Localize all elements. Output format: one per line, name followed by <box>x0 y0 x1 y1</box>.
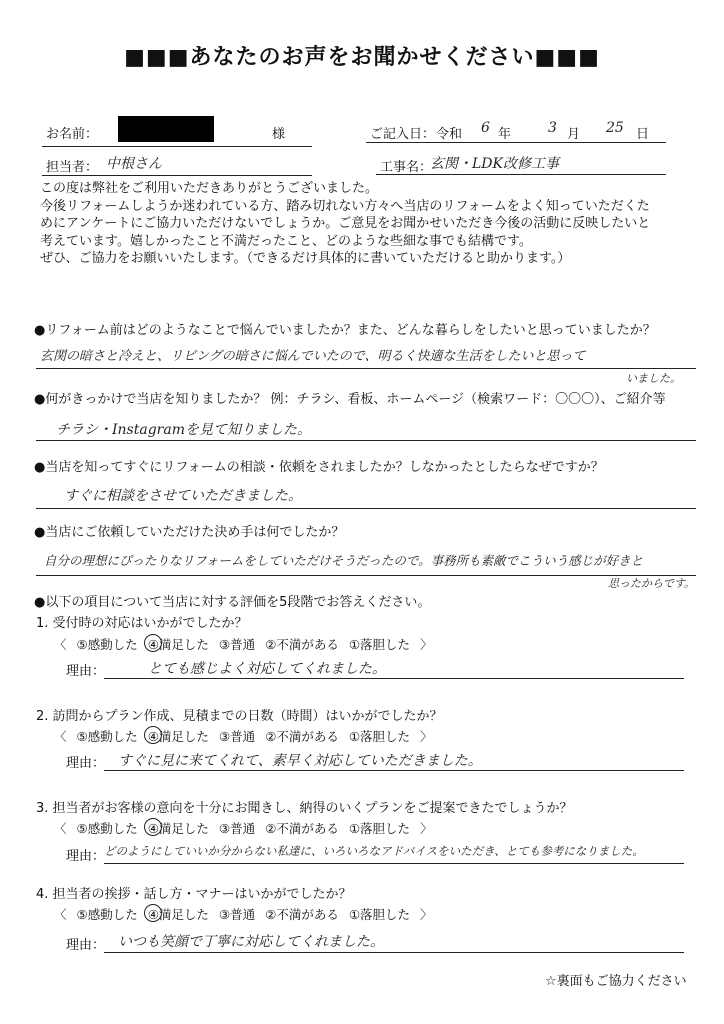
bracket-open: 〈 <box>54 907 67 922</box>
selected-circle-mark <box>144 904 162 922</box>
bracket-open: 〈 <box>54 821 67 836</box>
redacted-name <box>118 116 214 142</box>
reason-label: 理由： <box>66 664 106 679</box>
option-2[interactable]: ②不満がある <box>265 637 339 652</box>
intro-line: めにアンケートにご協力いただけないでしょうか。ご意見をお聞かせいただき今後の活動に反映したいと <box>40 216 651 231</box>
date-month-label: 月 <box>567 127 581 142</box>
q1-underline <box>36 368 696 369</box>
staff-value: 中根さん <box>106 156 162 172</box>
bracket-open: 〈 <box>54 729 67 744</box>
date-year-label: 年 <box>498 127 512 142</box>
q1-answer: 玄関の暗さと冷えと、リビングの暗さに悩んでいたので、明るく快適な生活をしたいと思って <box>40 349 586 364</box>
q2-underline <box>36 440 696 441</box>
rating-intro: ●以下の項目について当店に対する評価を5段階でお答えください。 <box>34 595 431 610</box>
rating1-question: 1. 受付時の対応はいかがでしたか？ <box>36 616 248 631</box>
selected-circle-mark <box>144 634 162 652</box>
q4-answer: 自分の理想にぴったりなリフォームをしていただけそうだったので。事務所も素敵でこういう感じが好きと <box>44 553 644 568</box>
bracket-close: 〉 <box>420 821 433 836</box>
date-underline <box>366 142 666 143</box>
q2-answer: チラシ・Instagramを見て知りました。 <box>56 422 311 438</box>
reason-label: 理由： <box>66 938 106 953</box>
q4-question: ●当店にご依頼していただけた決め手は何でしたか？ <box>34 525 345 540</box>
bracket-close: 〉 <box>420 907 433 922</box>
option-2[interactable]: ②不満がある <box>265 907 339 922</box>
intro-paragraph <box>40 180 690 268</box>
date-year-value: 6 <box>481 120 490 136</box>
option-3[interactable]: ③普通 <box>218 821 256 836</box>
selected-circle-mark <box>144 818 162 836</box>
rating2-reason: すぐに見に来てくれて、素早く対応していただきました。 <box>118 753 482 769</box>
rating2-options <box>54 727 433 745</box>
option-4[interactable]: ④満足した <box>147 821 209 836</box>
q3-underline <box>36 508 696 509</box>
date-era: 令和 <box>436 127 463 142</box>
option-3[interactable]: ③普通 <box>218 637 256 652</box>
option-2[interactable]: ②不満がある <box>265 821 339 836</box>
q4-answer-cont: 思ったからです。 <box>608 577 696 590</box>
page-title: ■■■あなたのお声をお聞かせください■■■ <box>124 45 600 70</box>
rating1-underline <box>104 678 684 679</box>
date-label: ご記入日： <box>370 127 436 142</box>
staff-underline <box>42 175 312 176</box>
option-2[interactable]: ②不満がある <box>265 729 339 744</box>
rating3-underline <box>104 863 684 864</box>
name-label: お名前： <box>46 127 99 142</box>
rating3-reason: どのようにしていいか分からない私達に、いろいろなアドバイスをいただき、とても参考になりました。 <box>104 844 644 858</box>
rating4-underline <box>104 952 684 953</box>
option-5[interactable]: ⑤感動した <box>76 907 138 922</box>
date-month-value: 3 <box>548 120 557 136</box>
work-underline <box>376 174 666 175</box>
rating2-underline <box>104 770 684 771</box>
rating3-question: 3. 担当者がお客様の意向を十分にお聞きし、納得のいくプランをご提案できたでしょうか？ <box>36 801 573 816</box>
name-suffix: 様 <box>272 127 286 142</box>
option-1[interactable]: ①落胆した <box>348 907 411 922</box>
bracket-close: 〉 <box>420 729 433 744</box>
q1-answer-cont: いました。 <box>626 372 681 385</box>
rating4-question: 4. 担当者の挨拶・話し方・マナーはいかがでしたか？ <box>36 887 352 902</box>
intro-line: 今後リフォームしようか迷われている方、踏み切れない方々へ当店のリフォームをよく知っていただくた <box>40 198 650 214</box>
q4-underline <box>36 575 696 576</box>
work-value: 玄関・LDK改修工事 <box>430 156 559 172</box>
rating2-question: 2. 訪問からプラン作成、見積までの日数（時間）はいかがでしたか？ <box>36 709 443 724</box>
option-5[interactable]: ⑤感動した <box>76 637 138 652</box>
work-label: 工事名： <box>380 160 433 175</box>
q1-question: ●リフォーム前はどのようなことで悩んでいましたか？また、どんな暮らしをしたいと思っていましたか？ <box>34 323 656 338</box>
rating3-options <box>54 819 433 837</box>
name-underline <box>42 146 312 147</box>
option-1[interactable]: ①落胆した <box>348 637 411 652</box>
reason-label: 理由： <box>66 849 106 864</box>
option-1[interactable]: ①落胆した <box>348 821 411 836</box>
option-3[interactable]: ③普通 <box>218 729 256 744</box>
option-3[interactable]: ③普通 <box>218 907 256 922</box>
bracket-close: 〉 <box>420 637 433 652</box>
footer-note: ☆裏面もご協力ください <box>545 974 687 989</box>
q3-question: ●当店を知ってすぐにリフォームの相談・依頼をされましたか？しなかったとしたらなぜですか？ <box>34 460 604 475</box>
option-4[interactable]: ④満足した <box>147 729 209 744</box>
option-1[interactable]: ①落胆した <box>348 729 411 744</box>
option-4[interactable]: ④満足した <box>147 907 209 922</box>
rating1-reason: とても感じよく対応してくれました。 <box>148 661 386 677</box>
rating4-reason: いつも笑顔で丁寧に対応してくれました。 <box>118 934 384 950</box>
staff-label: 担当者： <box>46 160 99 175</box>
date-day-label: 日 <box>636 127 650 142</box>
bracket-open: 〈 <box>54 637 67 652</box>
option-5[interactable]: ⑤感動した <box>76 821 138 836</box>
intro-line: この度は弊社をご利用いただきありがとうございました。 <box>40 181 379 196</box>
selected-circle-mark <box>144 726 162 744</box>
q3-answer: すぐに相談をさせていただきました。 <box>64 488 302 504</box>
option-5[interactable]: ⑤感動した <box>76 729 138 744</box>
q2-question: ●何がきっかけで当店を知りましたか？ 例：チラシ、看板、ホームページ（検索ワード：〇〇〇）、ご紹介等 <box>34 392 666 407</box>
rating1-options <box>54 635 433 653</box>
option-4[interactable]: ④満足した <box>147 637 209 652</box>
intro-line: ぜひ、ご協力をお願いいたします。（できるだけ具体的に書いていただけると助かります。） <box>40 251 571 266</box>
intro-line: 考えています。嬉しかったこと不満だったこと、どのような些細な事でも結構です。 <box>40 233 532 249</box>
rating4-options <box>54 905 433 923</box>
reason-label: 理由： <box>66 756 106 771</box>
date-day-value: 25 <box>606 120 624 136</box>
